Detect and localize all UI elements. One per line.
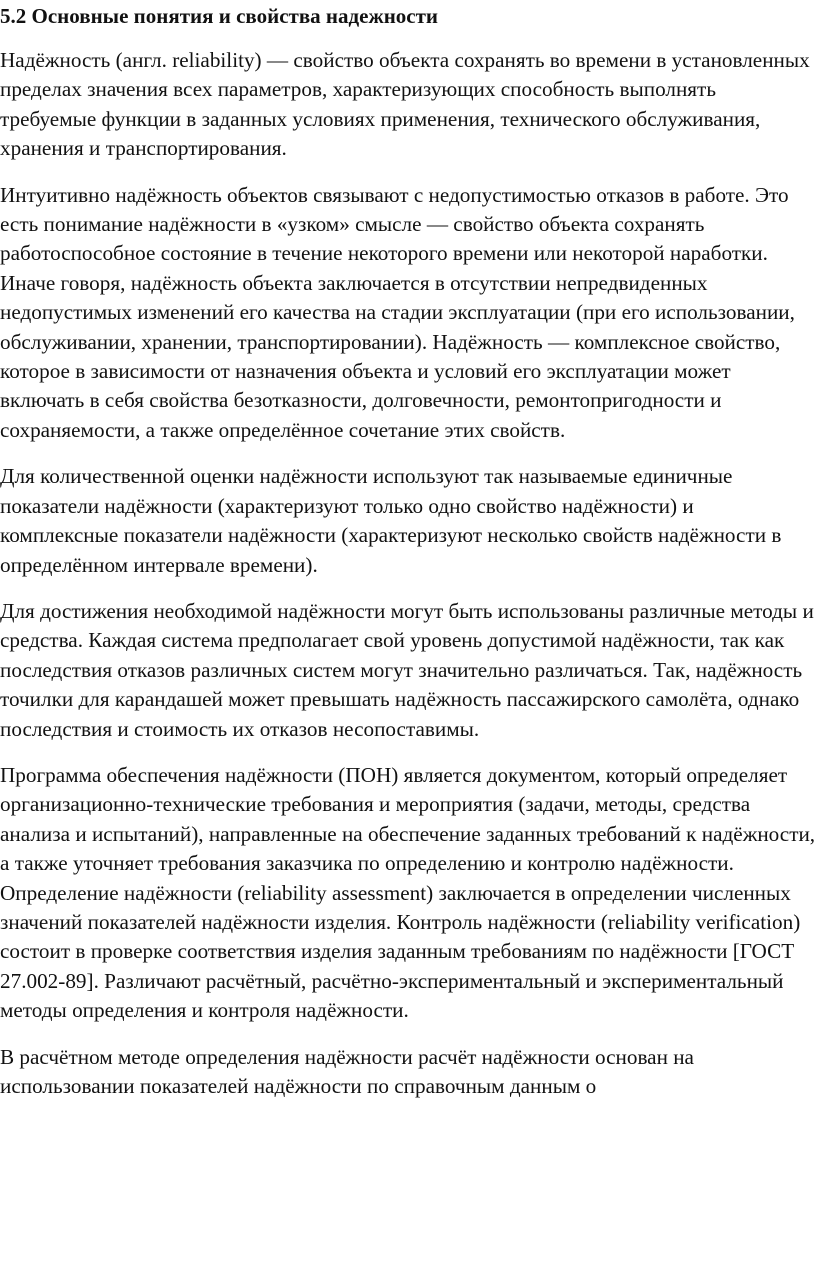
paragraph-methods-and-means: Для достижения необходимой надёжности могут быть использованы различные методы и средства. Каждая система предполагает свой уровень допустимой надёжности, так как последствия отказов различных систем могут значительно различаться. Так, надёжность точилки для карандашей может превышать надёжность пассажирского самолёта, однако последствия и стоимость их отказов несопоставимы. [0,598,814,741]
paragraph-reliability-definition: Надёжность (англ. reliability) — свойство объекта сохранять во времени в установленных пределах значения всех параметров, характеризующих способность выполнять требуемые функции в заданных условиях применения, технического обслуживания, хранения и транспортирования. [0,48,810,161]
paragraph-calculation-method: В расчётном методе определения надёжности расчёт надёжности основан на использовании показателей надёжности по справочным данным о [0,1044,694,1098]
section-title: 5.2 Основные понятия и свойства надежности [0,4,439,28]
paragraph-quantitative-assessment: Для количественной оценки надёжности используют так называемые единичные показатели надёжности (характеризуют только одно свойство надёжности) и комплексные показатели надёжности (характеризуют несколько свойств надёжности в определённом интервале времени). [0,464,782,577]
paragraph-reliability-program: Программа обеспечения надёжности (ПОН) является документом, который определяет организационно-технические требования и мероприятия (задачи, методы, средства анализа и испытаний), направленные на обеспечение заданных требований к надёжности, а также уточняет требования заказчика по определению и контролю надёжности. Определение надёжности (reliability assessment) заключается в определении численных значений показателей надёжности изделия. Контроль надёжности (reliability verification) состоит в проверке соответствия изделия заданным требованиям по надёжности [ГОСТ 27.002-89]. Различают расчётный, расчётно-экспериментальный и экспериментальный методы определения и контроля надёжности. [0,762,816,1023]
paragraph-narrow-sense: Интуитивно надёжность объектов связывают с недопустимостью отказов в работе. Это есть понимание надёжности в «узком» смысле — свойство объекта сохранять работоспособное состояние в течение некоторого времени или некоторой наработки. Иначе говоря, надёжность объекта заключается в отсутствии непредвиденных недопустимых изменений его качества на стадии эксплуатации (при его использовании, обслуживании, хранении, транспортировании). Надёжность — комплексное свойство, которое в зависимости от назначения объекта и условий его эксплуатации может включать в себя свойства безотказности, долговечности, ремонтопригодности и сохраняемости, а также определённое сочетание этих свойств. [0,182,795,442]
